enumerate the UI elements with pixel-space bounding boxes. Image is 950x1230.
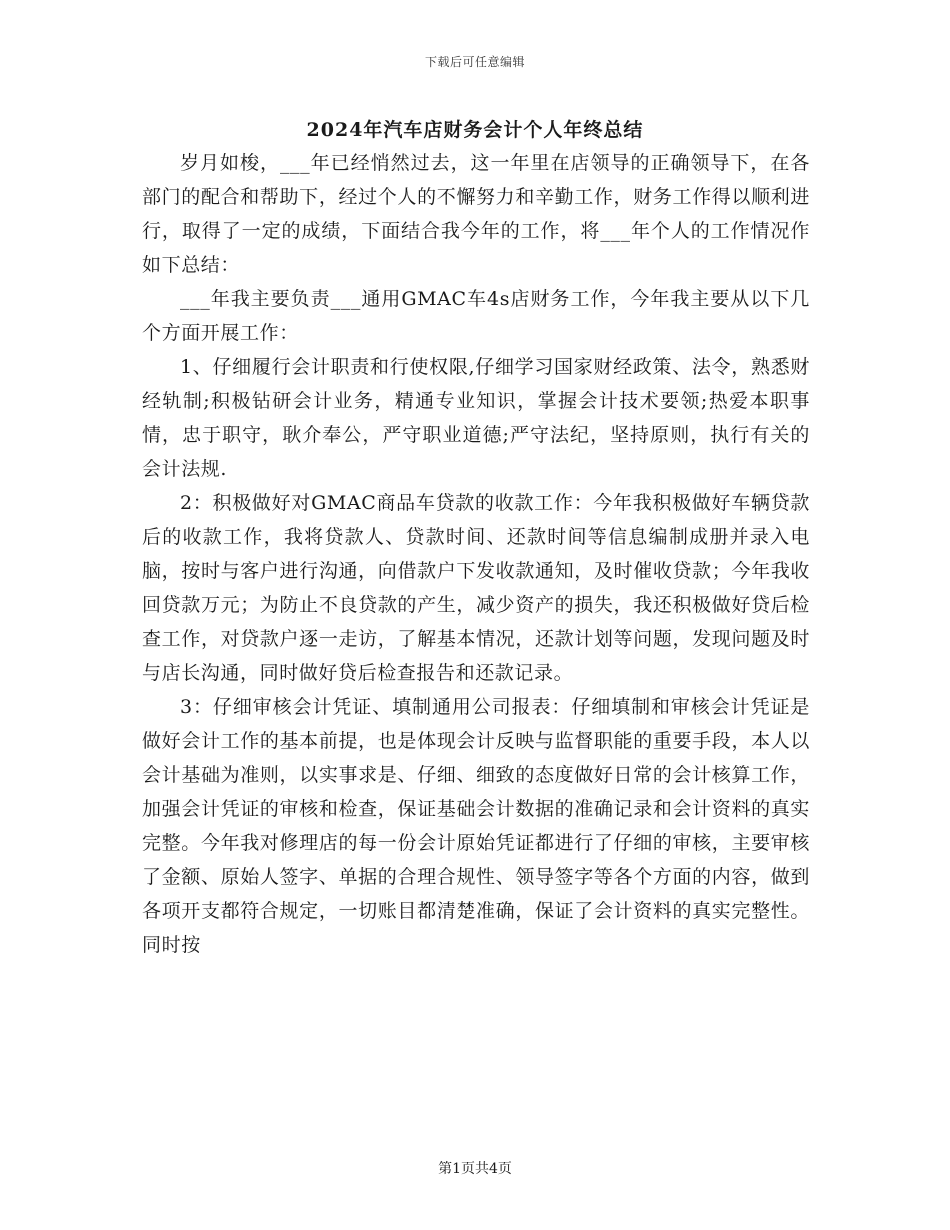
paragraph-item-3: 3：仔细审核会计凭证、填制通用公司报表：仔细填制和审核会计凭证是做好会计工作的基本前提，也是体现会计反映与监督职能的重要手段，本人以会计基础为准则，以实事求是、仔细、细致的态度做好日常的会计核算工作，加强会计凭证的审核和检查，保证基础会计数据的准确记录和会计资料的真实完整。今年我对修理店的每一份会计原始凭证都进行了仔细的审核，主要审核了金额、原始人签字、单据的合理合规性、领导签字等各个方面的内容，做到各项开支都符合规定，一切账目都清楚准确，保证了会计资料的真实完整性。同时按 <box>142 696 810 956</box>
page-number: 第1页共4页 <box>438 1161 512 1177</box>
paragraph-scope: ___年我主要负责___通用GMAC车4s店财务工作，今年我主要从以下几个方面开展工作： <box>142 288 810 344</box>
paragraph-item-2: 2：积极做好对GMAC商品车贷款的收款工作：今年我积极做好车辆贷款后的收款工作，我将贷款人、贷款时间、还款时间等信息编制成册并录入电脑，按时与客户进行沟通，向借款户下发收款通知，及时催收贷款；今年我收回贷款万元；为防止不良贷款的产生，减少资产的损失，我还积极做好贷后检查工作，对贷款户逐一走访，了解基本情况，还款计划等问题，发现问题及时与店长沟通，同时做好贷后检查报告和还款记录。 <box>142 492 810 684</box>
document-body <box>142 146 810 962</box>
document-title: 2024年汽车店财务会计个人年终总结 <box>306 119 644 141</box>
paragraph-intro: 岁月如梭，___年已经悄然过去，这一年里在店领导的正确领导下，在各部门的配合和帮助下，经过个人的不懈努力和辛勤工作，财务工作得以顺利进行，取得了一定的成绩，下面结合我今年的工作，将___年个人的工作情况作如下总结： <box>142 152 810 276</box>
page-header-note: 下载后可任意编辑 <box>424 55 525 69</box>
paragraph-item-1: 1、仔细履行会计职责和行使权限,仔细学习国家财经政策、法令，熟悉财经轨制;积极钻研会计业务，精通专业知识，掌握会计技术要领;热爱本职事情，忠于职守，耿介奉公，严守职业道德;严守法纪，坚持原则，执行有关的会计法规. <box>142 356 810 480</box>
